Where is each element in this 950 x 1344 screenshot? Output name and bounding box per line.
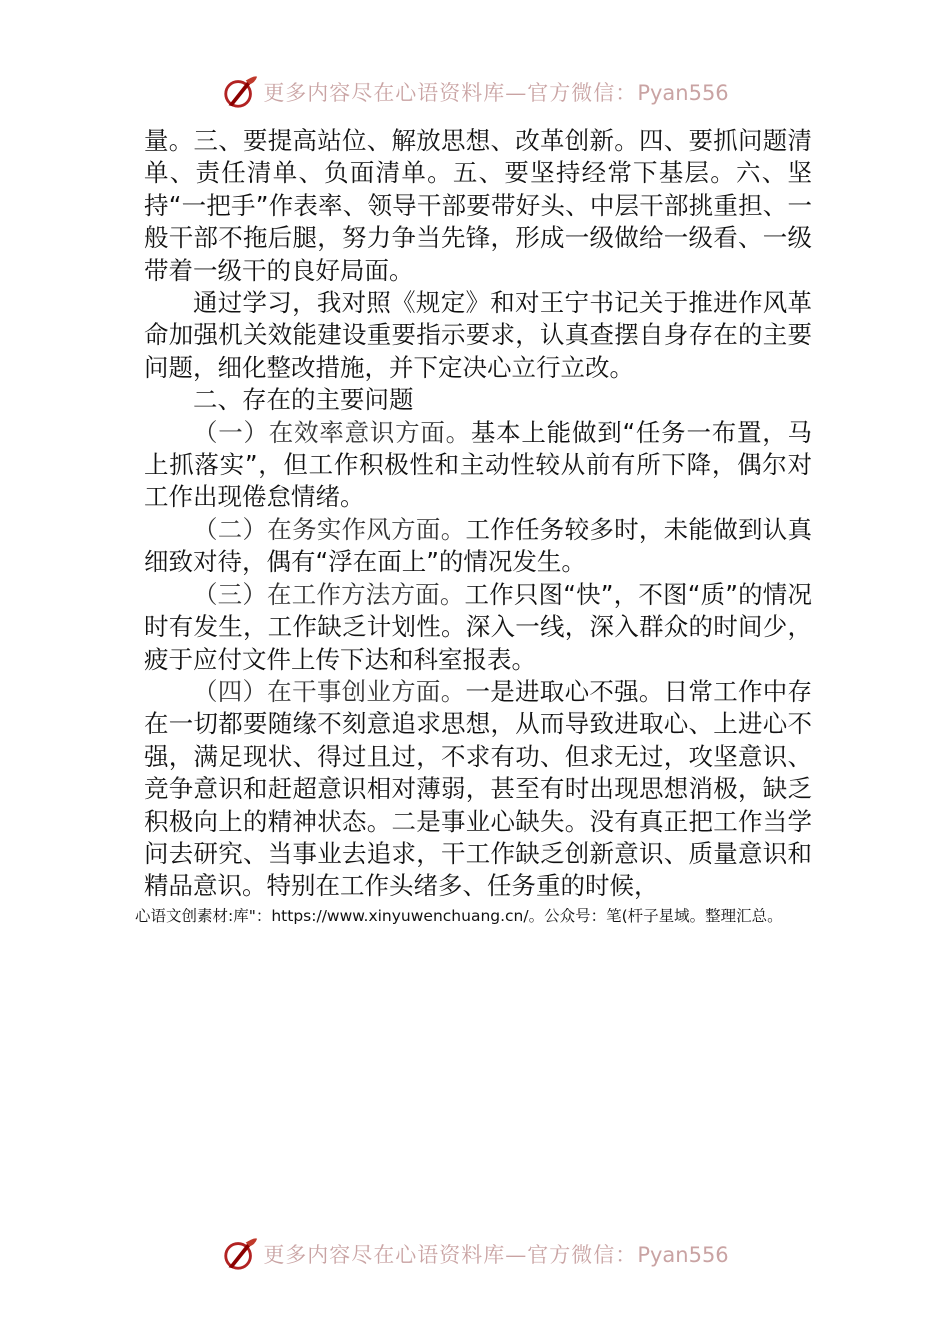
paragraph-issue-1 [144,417,812,514]
section-heading [144,384,812,416]
issue-lead: （三）在工作方法方面。 [193,579,465,609]
issue-lead: （一）在效率意识方面。 [193,417,471,447]
paragraph-text: 基本上能做到“任务一布置，马上抓落实”，但工作积极性和主动性较从前有所下降，偶尔对工作出现倦怠情绪。 [144,417,812,512]
header-watermark [0,70,950,114]
paragraph-issue-2 [144,514,812,579]
issue-lead: （四）在干事创业方面。 [193,676,466,706]
quill-pen-logo-icon [221,73,259,111]
watermark-label: 更多内容尽在心语资料库—官方微信： [263,1243,638,1267]
paragraph-study [144,287,812,384]
watermark-label: 更多内容尽在心语资料库—官方微信： [263,81,638,105]
paragraph-issue-4 [144,676,812,903]
paragraph-issue-3 [144,579,812,676]
paragraph-text: 通过学习，我对照《规定》和对王宁书记关于推进作风革命加强机关效能建设重要指示要求，认真查摆自身存在的主要问题，细化整改措施，并下定决心立行立改。 [144,288,812,382]
paragraph-continuation [144,125,812,287]
watermark-handle: Pyan556 [637,81,729,105]
paragraph-text: 量。三、要提高站位、解放思想、改革创新。四、要抓问题清单、责任清单、负面清单。五、要坚持经常下基层。六、坚持“一把手”作表率、领导干部要带好头、中层干部挑重担、一般干部不拖后腿，努力争当先锋，形成一级做给一级看、一级带着一级干的良好局面。 [144,126,812,285]
watermark-text [263,77,728,107]
issue-lead: （二）在务实作风方面。 [193,514,466,544]
paragraph-text: 一是进取心不强。日常工作中存在一切都要随缘不刻意追求思想，从而导致进取心、上进心不强，满足现状、得过且过，不求有功、但求无过，攻坚意识、竞争意识和赶超意识相对薄弱，甚至有时出现思想消极，缺乏积极向上的精神状态。二是事业心缺失。没有真正把工作当学问去研究、当事业去追求，干工作缺乏创新意识、质量意识和精品意识。特别在工作头绪多、任务重的时候， [144,676,813,901]
footer-watermark [0,1232,950,1276]
watermark-handle: Pyan556 [637,1243,729,1267]
paragraph-text: 工作只图“快”，不图“质”的情况时有发生，工作缺乏计划性。深入一线，深入群众的时间少，疲于应付文件上传下达和科室报表。 [144,579,812,674]
paragraph-text: 工作任务较多时，未能做到认真细致对待，偶有“浮在面上”的情况发生。 [144,514,813,577]
source-note: 心语文创素材:库"：https://www.xinyuwenchuang.cn/。公众号：笔(杆子星域。整理汇总。 [135,907,783,925]
section-heading-text: 二、存在的主要问题 [193,385,414,415]
document-body [144,125,812,903]
watermark-text [263,1239,728,1269]
quill-pen-logo-icon [221,1235,259,1273]
